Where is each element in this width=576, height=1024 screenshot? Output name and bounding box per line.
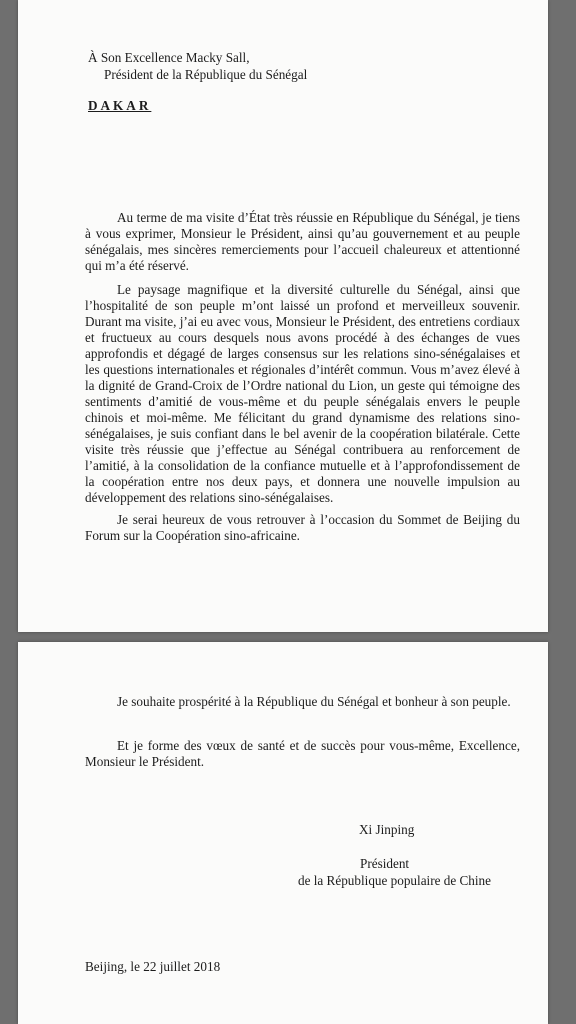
city-heading: DAKAR [88,98,152,113]
recipient-line-2: Président de la République du Sénégal [104,67,308,82]
letter-page-2 [18,642,548,1024]
place-and-date: Beijing, le 22 juillet 2018 [85,959,221,974]
letter-page-1 [18,0,548,632]
signatory-organization: de la République populaire de Chine [298,873,491,888]
signatory-name: Xi Jinping [359,822,415,837]
closing-paragraph-1: Je souhaite prospérité à la République du Sénégal et bonheur à son peuple. [117,694,511,709]
recipient-line-1: À Son Excellence Macky Sall, [88,50,250,65]
closing-paragraph-2: Et je forme des vœux de santé et de succès pour vous-même, Excellence, Monsieur le Président. [85,738,520,769]
signatory-title: Président [360,856,410,871]
body-paragraph-3: Je serai heureux de vous retrouver à l’occasion du Sommet de Beijing du Forum sur la Coopération sino-africaine. [85,512,520,543]
body-paragraph-2: Le paysage magnifique et la diversité culturelle du Sénégal, ainsi que l’hospitalité de son peuple m’ont laissé un profond et merveilleux souvenir. Durant ma visite, j’ai eu avec vous, Monsieur le Président, des entretiens cordiaux et fructueux au cours desquels nous avons procédé à des échanges de vues approfondis et dégagé de larges consensus sur les relations sino-sénégalaises et les questions internationales et régionales d’intérêt commun. Vous m’avez élevé à la dignité de Grand-Croix de l’Ordre national du Lion, un geste qui témoigne des sentiments d’amitié de vous-même et du peuple sénégalais envers le peuple chinois et moi-même. Me félicitant du grand dynamisme des relations sino-sénégalaises, je suis confiant dans le bel avenir de la coopération bilatérale. Cette visite très réussie que j’effectue au Sénégal contribuera au renforcement de l’amitié, à la consolidation de la confiance mutuelle et à l’approfondissement de la coopération entre nos deux pays, et donnera une nouvelle impulsion au développement des relations sino-sénégalaises. [85,282,520,505]
body-paragraph-1: Au terme de ma visite d’État très réussie en République du Sénégal, je tiens à vous exprimer, Monsieur le Président, ainsi qu’au gouvernement et au peuple sénégalais, mes sincères remerciements pour l’accueil chaleureux et attentionné qui m’a été réservé. [85,210,520,273]
